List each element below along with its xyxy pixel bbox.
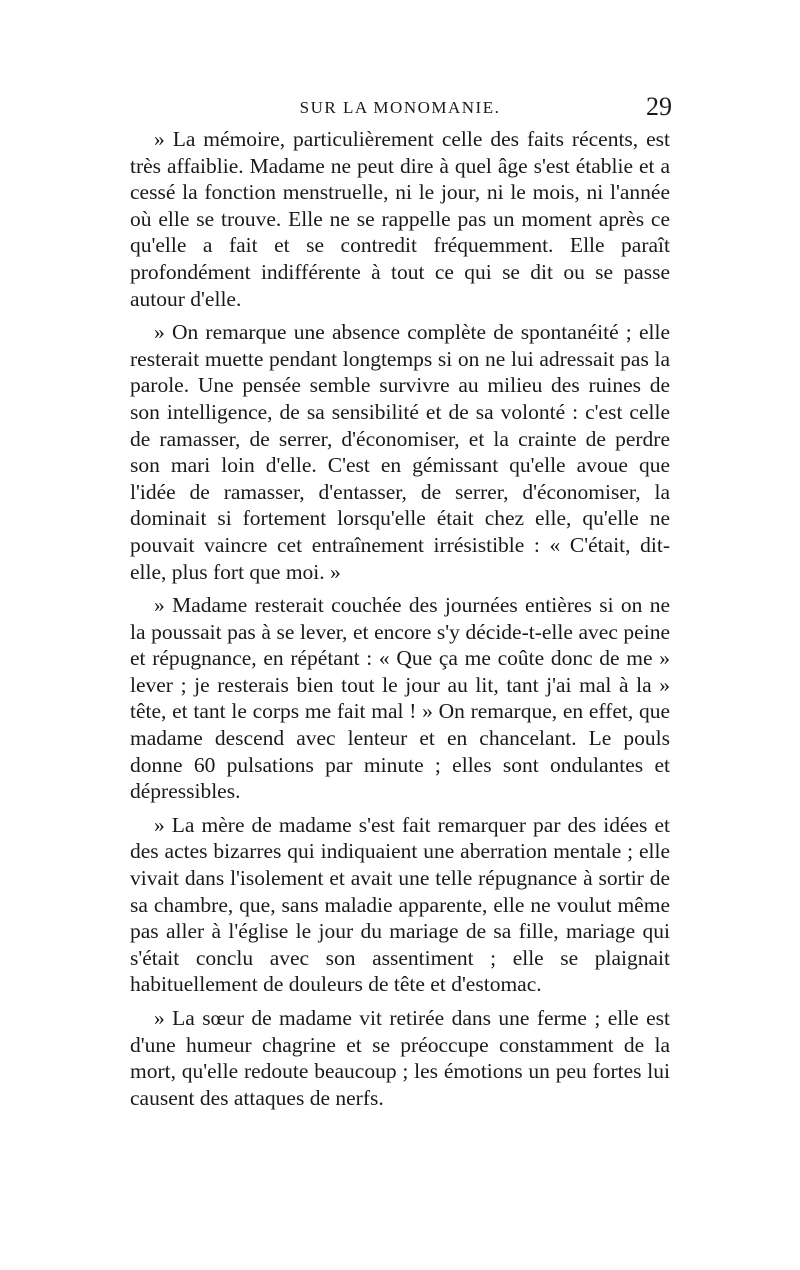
running-title: SUR LA MONOMANIE. [299,98,501,117]
page-number: 29 [646,92,672,121]
paragraph-lying-in-bed: » Madame resterait couchée des journées entières si on ne la poussait pas à se lever, et encore s'y décide-t-elle avec peine et répugnance, en répétant : « Que ça me coûte donc de me » lever ; je resterais bien tout le jour au lit, tant j'ai mal à la » tête, et tant le corps me fait mal ! » On remarque, en effet, que madame descend avec lenteur et en chancelant. Le pouls donne 60 pulsations par minute ; elles sont ondulantes et dépressibles. [130,593,670,804]
paragraph-mother: » La mère de madame s'est fait remarquer par des idées et des actes bizarres qui indiquaient une aberration mentale ; elle vivait dans l'isolement et avait une telle répugnance à sortir de sa chambre, que, sans maladie apparente, elle ne voulut même pas aller à l'église le jour du mariage de sa fille, mariage qui s'était conclu avec son assentiment ; elle se plaignait habituellement de douleurs de tête et d'estomac. [130,812,670,997]
paragraph-memory: » La mémoire, particulièrement celle des faits récents, est très affaiblie. Madame ne peut dire à quel âge s'est établie et a cessé la fonction menstruelle, ni le jour, ni le mois, ni l'année où elle se trouve. Elle ne se rappelle pas un moment après ce qu'elle a fait et se contredit fréquemment. Elle paraît profondément indifférente à tout ce qui se dit ou se passe autour d'elle. [130,127,670,311]
running-header [128,92,672,124]
paragraph-spontaneity: » On remarque une absence complète de spontanéité ; elle resterait muette pendant longtemps si on ne lui adressait pas la parole. Une pensée semble survivre au milieu des ruines de son intelligence, de sa sensibilité et de sa volonté : c'est celle de ramasser, de serrer, d'économiser, et la crainte de perdre son mari loin d'elle. C'est en gémissant qu'elle avoue que l'idée de ramasser, d'entasser, de serrer, d'économiser, la dominait si fortement lorsqu'elle était chez elle, qu'elle ne pouvait vaincre cet entraînement irrésistible : « C'était, dit-elle, plus fort que moi. » [130,320,670,584]
paragraph-sister: » La sœur de madame vit retirée dans une ferme ; elle est d'une humeur chagrine et se préoccupe constamment de la mort, qu'elle redoute beaucoup ; les émotions un peu fortes lui causent des attaques de nerfs. [130,1006,670,1110]
body-text [130,126,670,1111]
